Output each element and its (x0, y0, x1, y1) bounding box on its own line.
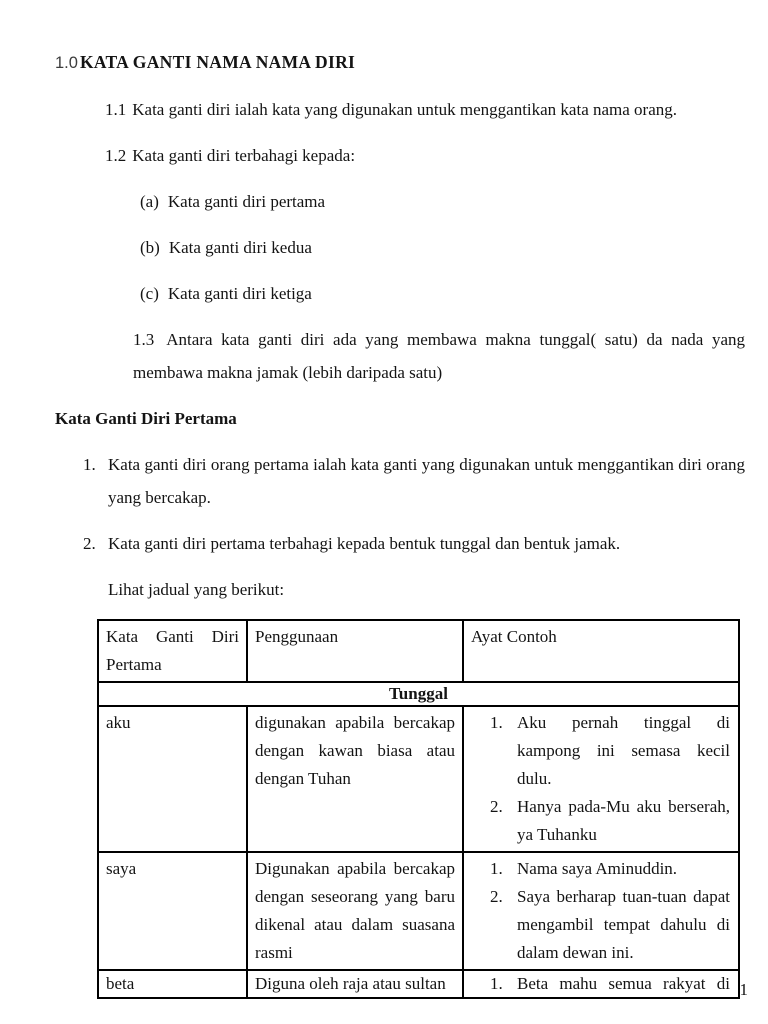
header-cell-pronoun: Kata Ganti Diri Pertama (98, 620, 247, 682)
example-text: Hanya pada-Mu aku berserah, ya Tuhanku (517, 797, 730, 844)
section-heading: Kata Ganti Diri Pertama (55, 409, 237, 428)
example-number: 1. (490, 974, 503, 993)
example-text: Saya berharap tuan-tuan dapat mengambil tempat dahulu di dalam dewan ini. (517, 887, 730, 962)
point-number: 2. (83, 534, 96, 553)
letter-label: (c) (140, 284, 159, 303)
example-text: Beta mahu semua rakyat di (517, 974, 730, 993)
example-number: 1. (490, 713, 503, 732)
example-number: 2. (490, 887, 503, 906)
clause-1-2 (105, 139, 745, 172)
point-text: Kata ganti diri pertama terbahagi kepada bentuk tunggal dan bentuk jamak. (108, 534, 621, 553)
main-heading (55, 46, 745, 80)
pronoun-cell: beta (98, 970, 247, 998)
heading-title: KATA GANTI NAMA NAMA DIRI (79, 52, 356, 72)
clause-text: Kata ganti diri terbahagi kepada: (132, 146, 356, 165)
example-item (490, 793, 730, 849)
letter-text: Kata ganti diri kedua (168, 238, 312, 257)
clause-text: Antara kata ganti diri ada yang membawa makna tunggal( satu) da nada yang membawa makna jamak (lebih daripada satu) (133, 330, 745, 382)
group-label: Tunggal (98, 682, 739, 706)
clause-1-3 (133, 323, 745, 389)
clause-label: 1.3 (133, 330, 155, 349)
pronoun-table (97, 619, 740, 999)
letter-label: (b) (140, 238, 160, 257)
clause-label: 1.2 (105, 146, 127, 165)
header-cell-examples: Ayat Contoh (463, 620, 739, 682)
example-item (490, 973, 730, 995)
example-text: Nama saya Aminuddin. (517, 859, 678, 878)
letter-text: Kata ganti diri ketiga (167, 284, 312, 303)
header-cell-usage: Penggunaan (247, 620, 463, 682)
example-number: 2. (490, 797, 503, 816)
table-row-beta (98, 970, 739, 998)
letter-text: Kata ganti diri pertama (167, 192, 326, 211)
letter-item-c (140, 277, 745, 310)
clause-1-1 (105, 93, 745, 126)
examples-cell (463, 706, 739, 852)
example-item (490, 709, 730, 793)
usage-cell: Digunakan apabila bercakap dengan seseorang yang baru dikenal atau dalam suasana rasmi (247, 852, 463, 970)
letter-item-a (140, 185, 745, 218)
pronoun-cell: saya (98, 852, 247, 970)
table-caption: Lihat jadual yang berikut: (108, 580, 285, 599)
letter-item-b (140, 231, 745, 264)
letter-label: (a) (140, 192, 159, 211)
table-row-saya (98, 852, 739, 970)
page-number: 1 (739, 980, 748, 999)
point-text: Kata ganti diri orang pertama ialah kata ganti yang digunakan untuk menggantikan diri orang yang bercakap. (108, 455, 745, 507)
table-row-aku (98, 706, 739, 852)
clause-text: Kata ganti diri ialah kata yang digunakan untuk menggantikan kata nama orang. (132, 100, 678, 119)
example-number: 1. (490, 859, 503, 878)
examples-cell (463, 970, 739, 998)
point-number: 1. (83, 455, 96, 474)
numbered-point-1 (83, 448, 745, 514)
group-row (98, 682, 739, 706)
clause-label: 1.1 (105, 100, 127, 119)
usage-cell: Diguna oleh raja atau sultan (247, 970, 463, 998)
example-text: Aku pernah tinggal di kampong ini semasa kecil dulu. (517, 713, 730, 788)
usage-cell: digunakan apabila bercakap dengan kawan biasa atau dengan Tuhan (247, 706, 463, 852)
example-item (490, 855, 730, 883)
numbered-point-2 (83, 527, 745, 560)
heading-number: 1.0 (55, 54, 78, 72)
examples-cell (463, 852, 739, 970)
example-item (490, 883, 730, 967)
table-header-row (98, 620, 739, 682)
pronoun-cell: aku (98, 706, 247, 852)
